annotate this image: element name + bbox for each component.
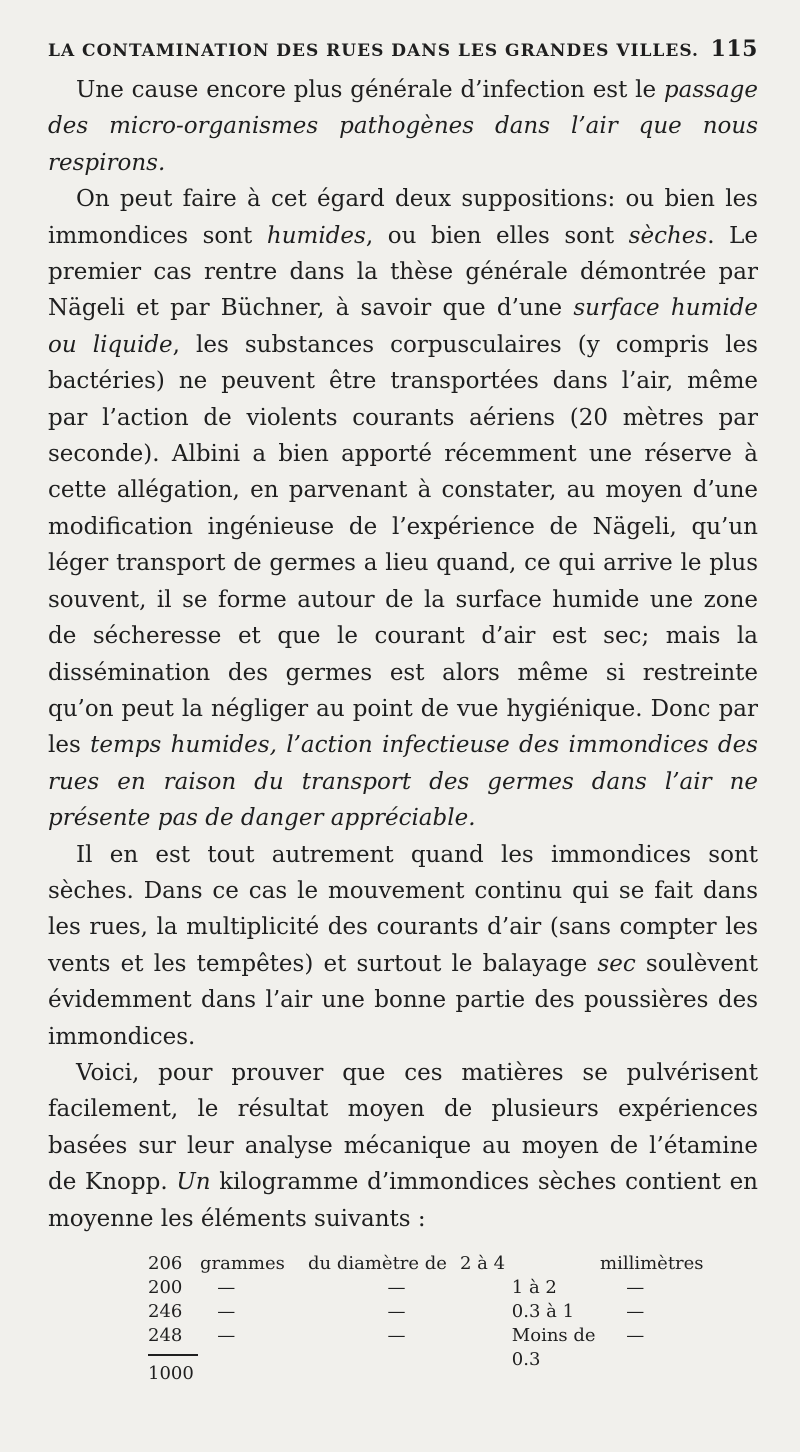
page-header bbox=[48, 36, 758, 66]
italic-text: sec bbox=[597, 950, 636, 977]
running-head: LA CONTAMINATION DES RUES DANS LES GRANDES VILLES. bbox=[48, 41, 699, 61]
italic-text: sèches bbox=[628, 222, 708, 249]
italic-text: Un bbox=[176, 1169, 211, 1196]
text-run: Voici, pour prouver que ces matières se pulvérisent facilement, le résultat moyen de plusieurs expériences basées sur leur analyse mécanique au moyen de l’étamine de Knopp. bbox=[48, 1059, 758, 1196]
diameter-label-cell: — bbox=[387, 1277, 406, 1298]
mass-value: 200 bbox=[148, 1277, 183, 1298]
unit-cell: — bbox=[217, 1301, 236, 1322]
paragraph bbox=[48, 72, 758, 181]
paragraph bbox=[48, 837, 758, 1055]
unit-cell: — bbox=[217, 1325, 236, 1346]
table-row bbox=[148, 1324, 708, 1370]
diameter-label-cell: — bbox=[387, 1301, 406, 1322]
text-run: . Le premier cas rentre dans la thèse générale démontrée par Nägeli et par Büchner, à savoir que d’une bbox=[48, 222, 758, 322]
unit-end-cell: millimètres bbox=[600, 1253, 704, 1274]
size-range-cell: 1 à 2 bbox=[511, 1277, 557, 1298]
text-run: Une cause encore plus générale d’infection est le bbox=[76, 77, 664, 103]
unit-end-cell: — bbox=[626, 1277, 645, 1298]
italic-text: surface humide ou liquide bbox=[48, 295, 759, 358]
composition-table bbox=[148, 1252, 708, 1386]
sum-rule bbox=[148, 1354, 198, 1356]
text-run: , ou bien elles sont bbox=[365, 222, 629, 249]
paragraph bbox=[48, 1055, 758, 1237]
text-run: kilogramme d’immondices sèches contient en moyenne les éléments suivants : bbox=[48, 1169, 759, 1232]
size-range-cell: 0.3 à 1 bbox=[511, 1301, 575, 1322]
mass-value: 206 bbox=[148, 1253, 183, 1274]
italic-text: temps humides, l’action infectieuse des immondices des rues en raison du transport des germes dans l’air ne présente pas de danger appréciable. bbox=[48, 732, 758, 832]
unit-end-cell: — bbox=[626, 1301, 645, 1322]
body-text bbox=[48, 72, 758, 1237]
unit-end-cell: — bbox=[626, 1325, 645, 1346]
italic-text: humides bbox=[266, 222, 366, 249]
italic-text: passage des micro-organismes pathogènes dans l’air que nous respirons. bbox=[48, 77, 758, 176]
size-range-cell: Moins de 0.3 bbox=[511, 1325, 596, 1370]
size-range-cell: 2 à 4 bbox=[460, 1253, 506, 1274]
text-run: On peut faire à cet égard deux suppositions: ou bien les immondices sont bbox=[48, 186, 758, 249]
text-run: Il en est tout autrement quand les immondices sont sèches. Dans ce cas le mouvement continu qui se fait dans les rues, la multiplicité des courants d’air (sans compter les vents et les tempêtes) et surtout le balayage bbox=[48, 841, 758, 977]
mass-value: 246 bbox=[148, 1301, 183, 1322]
page-number: 115 bbox=[710, 36, 758, 62]
text-run: , les substances corpusculaires (y compris les bactéries) ne peuvent être transportées dans l’air, même par l’action de violents courants aériens (20 mètres par seconde). Albini a bien apporté récemment une réserve à cette allégation, en parvenant à constater, au moyen d’une modification ingénieuse de l’expérience de Nägeli, qu’un léger transport de germes a lieu quand, ce qui arrive le plus souvent, il se forme autour de la surface humide une zone de sécheresse et que le courant d’air est sec; mais la dissémination des germes est alors même si restreinte qu’on peut la négliger au point de vue hygiénique. Donc par les bbox=[48, 331, 758, 759]
unit-cell: grammes bbox=[200, 1253, 285, 1274]
table-row bbox=[148, 1300, 708, 1324]
text-run: soulèvent évidemment dans l’air une bonne partie des poussières des immondices. bbox=[48, 950, 759, 1050]
mass-value: 248 bbox=[148, 1325, 183, 1346]
table-row bbox=[148, 1276, 708, 1300]
unit-cell: — bbox=[217, 1277, 236, 1298]
paragraph bbox=[48, 181, 758, 836]
diameter-label-cell: — bbox=[387, 1325, 406, 1346]
total-value: 1000 bbox=[148, 1363, 194, 1384]
table-row bbox=[148, 1252, 708, 1276]
diameter-label-cell: du diamètre de bbox=[308, 1253, 447, 1274]
